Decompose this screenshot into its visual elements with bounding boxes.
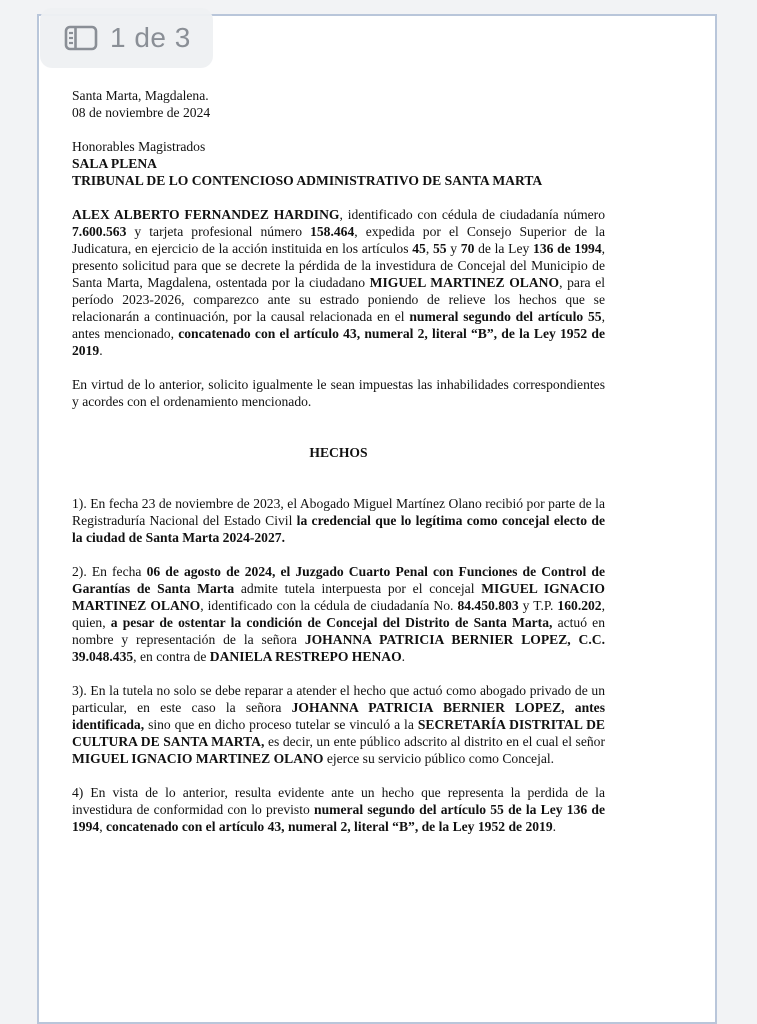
- document-content: [72, 87, 605, 835]
- hecho-1: 1). En fecha 23 de noviembre de 2023, el Abogado Miguel Martínez Olano recibió por parte de la Registraduría Nacional del Estado Civil la credencial que lo legítima como concejal electo de la ciudad de Santa Marta 2024-2027.: [72, 496, 605, 545]
- hechos-heading: HECHOS: [309, 445, 368, 460]
- tribunal-heading: TRIBUNAL DE LO CONTENCIOSO ADMINISTRATIVO DE SANTA MARTA: [72, 173, 543, 188]
- sala-heading: SALA PLENA: [72, 156, 157, 171]
- hecho-4: 4) En vista de lo anterior, resulta evidente ante un hecho que representa la perdida de la investidura de conformidad con lo previsto numeral segundo del artículo 55 de la Ley 136 de 1994, concatenado con el artículo 43, numeral 2, literal “B”, de la Ley 1952 de 2019.: [72, 785, 605, 834]
- hecho-3: 3). En la tutela no solo se debe reparar a atender el hecho que actuó como abogado privado de un particular, en este caso la señora JOHANNA PATRICIA BERNIER LOPEZ, antes identificada, sino que en dicho proceso tutelar se vinculó a la SECRETARÍA DISTRITAL DE CULTURA DE SANTA MARTA, es decir, un ente público adscrito al distrito en el cual el señor MIGUEL IGNACIO MARTINEZ OLANO ejerce su servicio público como Concejal.: [72, 683, 606, 766]
- page-indicator[interactable]: [40, 8, 213, 68]
- sidebar-thumbnails-icon[interactable]: [64, 25, 98, 51]
- intro-paragraph: ALEX ALBERTO FERNANDEZ HARDING, identificado con cédula de ciudadanía número 7.600.563 y tarjeta profesional número 158.464, expedida por el Consejo Superior de la Judicatura, en ejercicio de la acción instituida en los artículos 45, 55 y 70 de la Ley 136 de 1994, presento solicitud para que se decrete la pérdida de la investidura de Concejal del Municipio de Santa Marta, Magdalena, ostentada por la ciudadano MIGUEL MARTINEZ OLANO, para el período 2023-2026, comparezco ante su estrado poniendo de relieve los hechos que se relacionarán a continuación, por la causal relacionada en el numeral segundo del artículo 55, antes mencionado, concatenado con el artículo 43, numeral 2, literal “B”, de la Ley 1952 de 2019.: [72, 207, 606, 358]
- hecho-2: 2). En fecha 06 de agosto de 2024, el Juzgado Cuarto Penal con Funciones de Control de Garantías de Santa Marta admite tutela interpuesta por el concejal MIGUEL IGNACIO MARTINEZ OLANO, identificado con la cédula de ciudadanía No. 84.450.803 y T.P. 160.202, quien, a pesar de ostentar la condición de Concejal del Distrito de Santa Marta, actuó en nombre y representación de la señora JOHANNA PATRICIA BERNIER LOPEZ, C.C. 39.048.435, en contra de DANIELA RESTREPO HENAO.: [72, 564, 606, 664]
- page-indicator-label: 1 de 3: [110, 22, 191, 53]
- virtud-paragraph: En virtud de lo anterior, solicito igualmente le sean impuestas las inhabilidades correspondientes y acordes con el ordenamiento mencionado.: [72, 377, 605, 409]
- date-line: 08 de noviembre de 2024: [72, 105, 211, 120]
- place-line: Santa Marta, Magdalena.: [72, 88, 209, 103]
- salutation: Honorables Magistrados: [72, 139, 206, 154]
